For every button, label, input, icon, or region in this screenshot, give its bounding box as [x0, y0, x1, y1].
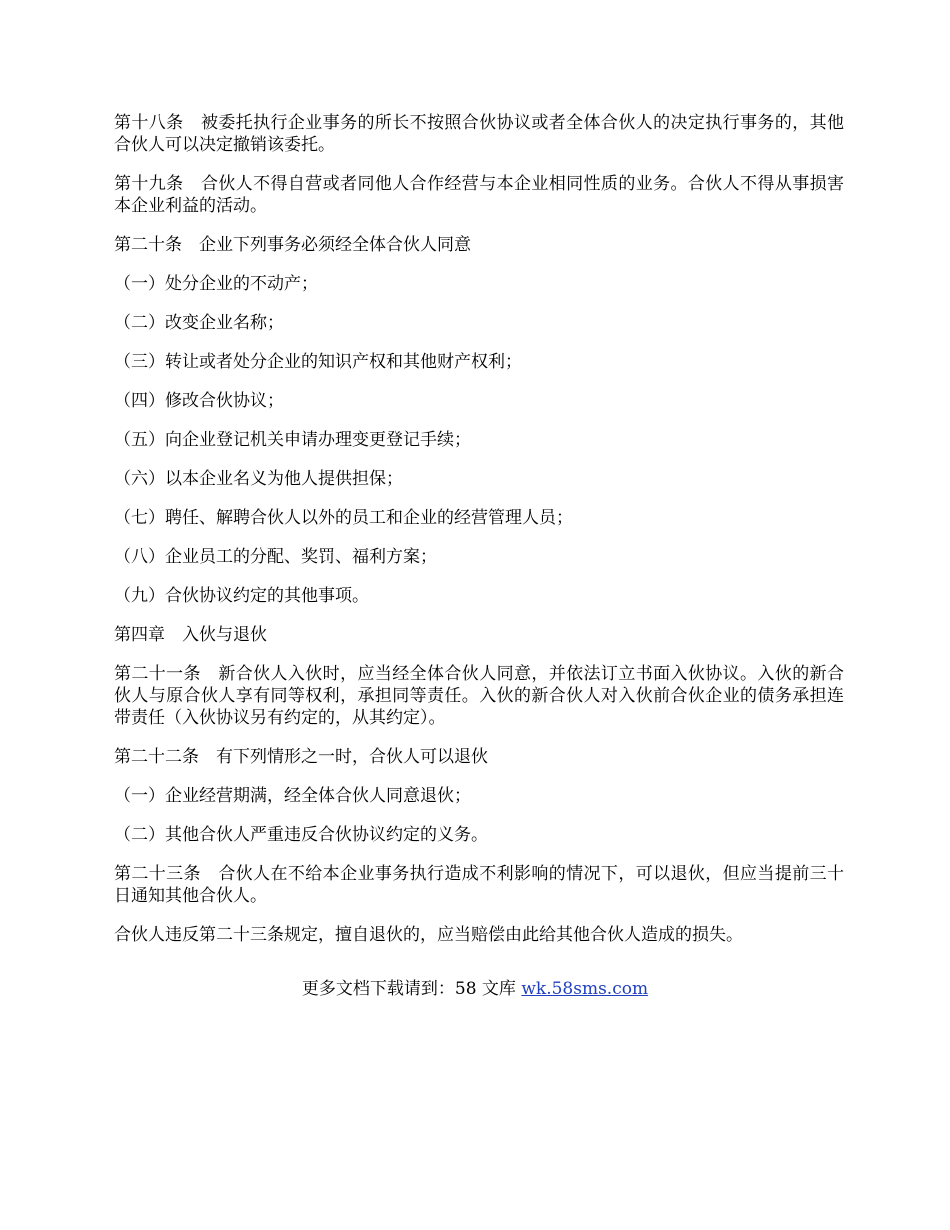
list-item: （三）转让或者处分企业的知识产权和其他财产权利；: [114, 352, 522, 372]
list-item: （八）企业员工的分配、奖罚、福利方案；: [114, 547, 437, 567]
closing-paragraph: 合伙人违反第二十三条规定，擅自退伙的，应当赔偿由此给其他合伙人造成的损失。: [114, 925, 743, 945]
chapter-heading: 第四章 入伙与退伙: [114, 625, 267, 645]
list-item: （七）聘任、解聘合伙人以外的员工和企业的经营管理人员；: [114, 508, 573, 528]
article-21: 第二十一条 新合伙人入伙时，应当经全体合伙人同意，并依法订立书面入伙协议。入伙的新合伙人与原合伙人享有同等权利，承担同等责任。入伙的新合伙人对入伙前合伙企业的债务承担连带责任（入伙协议另有约定的，从其约定）。: [114, 664, 844, 728]
article-18: 第十八条 被委托执行企业事务的所长不按照合伙协议或者全体合伙人的决定执行事务的，其他合伙人可以决定撤销该委托。: [114, 113, 844, 155]
footer-link[interactable]: wk.58sms.com: [521, 979, 649, 999]
list-item: （一）企业经营期满，经全体合伙人同意退伙；: [114, 786, 471, 806]
list-item: （六）以本企业名义为他人提供担保；: [114, 469, 403, 489]
list-item: （九）合伙协议约定的其他事项。: [114, 586, 369, 606]
footer: [0, 978, 950, 1000]
list-item: （四）修改合伙协议；: [114, 391, 284, 411]
list-item: （二）改变企业名称；: [114, 313, 284, 333]
article-23: 第二十三条 合伙人在不给本企业事务执行造成不利影响的情况下，可以退伙，但应当提前三十日通知其他合伙人。: [114, 864, 844, 906]
list-item: （二）其他合伙人严重违反合伙协议约定的义务。: [114, 825, 488, 845]
article-22: 第二十二条 有下列情形之一时，合伙人可以退伙: [114, 747, 488, 767]
list-item: （五）向企业登记机关申请办理变更登记手续；: [114, 430, 471, 450]
footer-text: 更多文档下载请到：58 文库: [301, 979, 522, 999]
document-body: [114, 112, 844, 963]
article-19: 第十九条 合伙人不得自营或者同他人合作经营与本企业相同性质的业务。合伙人不得从事损害本企业利益的活动。: [114, 174, 844, 216]
article-20: 第二十条 企业下列事务必须经全体合伙人同意: [114, 235, 471, 255]
list-item: （一）处分企业的不动产；: [114, 274, 318, 294]
